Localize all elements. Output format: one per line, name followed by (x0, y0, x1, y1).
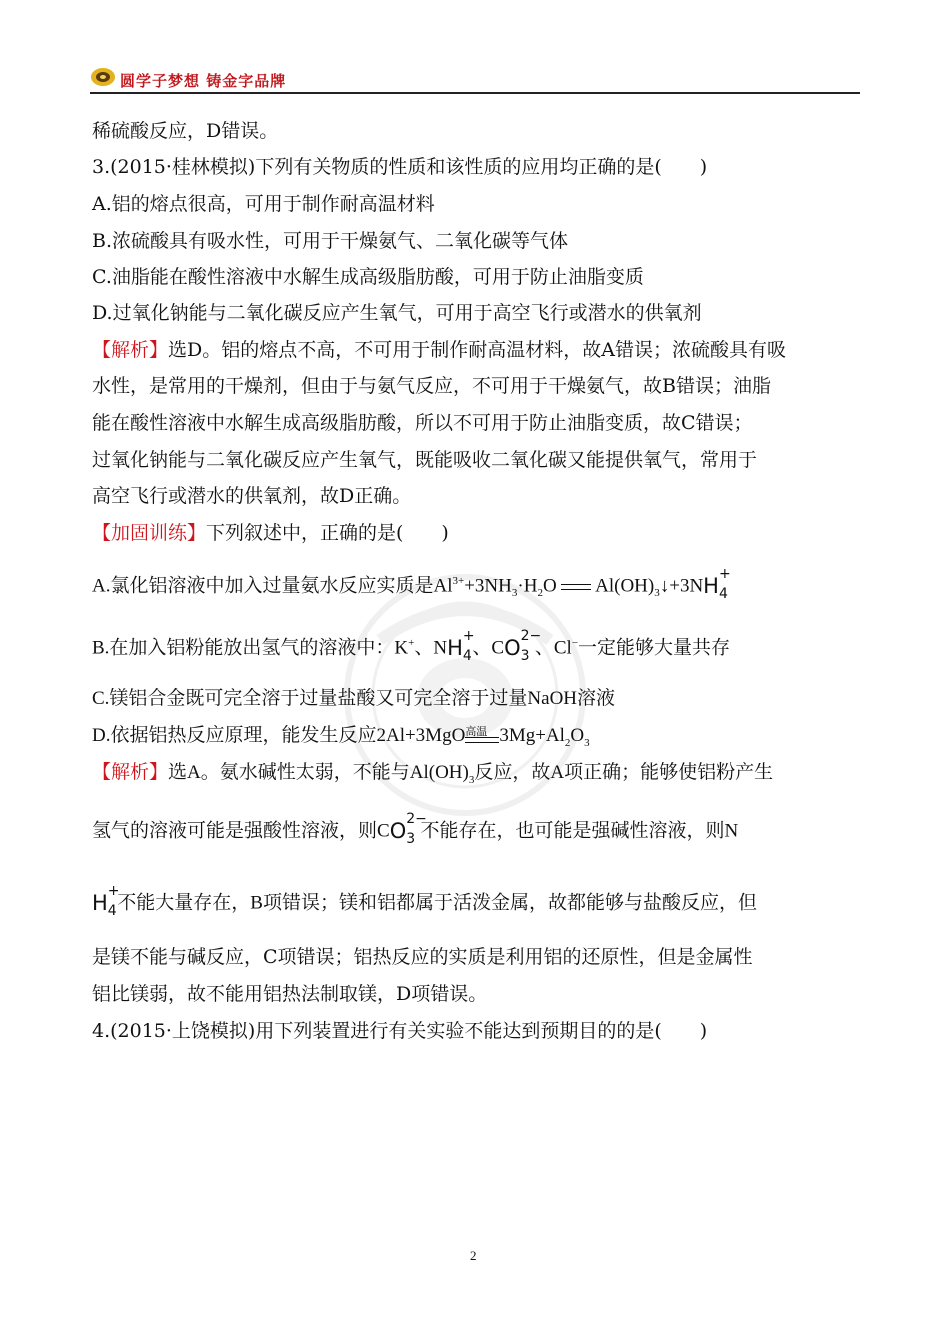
carbonate-ion: O 2− 3 (504, 627, 542, 664)
ammonium-ion: H + 4 (447, 627, 475, 664)
high-temp-condition: 高温 (465, 727, 499, 747)
q3-analysis-line-3: 能在酸性溶液中水解生成高级脂肪酸，所以不可用于防止油脂变质，故C错误； (92, 412, 753, 434)
rf-analysis-line-2: 氢气的溶液可能是强酸性溶液，则CO 2− 3 不能存在，也可能是强碱性溶液，则N (92, 811, 739, 847)
reinforcement-question: 【加固训练】下列叙述中，正确的是( ) (92, 522, 449, 544)
page-header (90, 62, 860, 96)
continued-text: 稀硫酸反应，D错误。 (92, 120, 279, 142)
analysis-tag: 【解析】 (92, 339, 169, 361)
reinforcement-tag: 【加固训练】 (92, 522, 207, 544)
q3-analysis-line-2: 水性，是常用的干燥剂，但由于与氨气反应，不可用于干燥氨气，故B错误；油脂 (92, 375, 771, 397)
q3-option-c: C.油脂能在酸性溶液中水解生成高级脂肪酸，可用于防止油脂变质 (92, 266, 644, 288)
rf-analysis-line-1: 【解析】选A。氨水碱性太弱，不能与$Al(OH)_3$反应，故A项正确；能够使铝粉产生 (92, 762, 774, 786)
header-rule (90, 92, 860, 94)
q3-option-d: D.过氧化钠能与二氧化碳反应产生氧气，可用于高空飞行或潜水的供氧剂 (92, 302, 702, 324)
q3-analysis-line-1: 【解析】选D。铝的熔点不高，不可用于制作耐高温材料，故A错误；浓硫酸具有吸 (92, 339, 786, 361)
rf-analysis-line-4: 是镁不能与碱反应，C项错误；铝热反应的实质是利用铝的还原性，但是金属性 (92, 946, 753, 968)
rf-option-a: A.氯化铝溶液中加入过量氨水反应实质是$Al^{3+}+3NH_3\cdot H_2O$ $Al(OH)_3↓+3NH$ + 4 (92, 565, 731, 602)
rf-option-c: C.镁铝合金既可完全溶于过量盐酸又可完全溶于过量NaOH溶液 (92, 688, 616, 709)
header-slogan: 圆学子梦想 铸金字品牌 (120, 72, 287, 90)
rf-option-b: B.在加入铝粉能放出氢气的溶液中：K+、NH + 4 、CO 2− 3 、Cl−一定能够大量共存 (92, 627, 731, 664)
q3-option-b: B.浓硫酸具有吸水性，可用于干燥氨气、二氧化碳等气体 (92, 230, 569, 252)
rf-option-d: D.依据铝热反应原理，能发生反应2Al+3MgO 高温 $3Mg+Al_2O_3$ (92, 725, 590, 749)
q3-option-a: A.铝的熔点很高，可用于制作耐高温材料 (92, 193, 435, 215)
q3-analysis-line-4: 过氧化钠能与二氧化碳反应产生氧气，既能吸收二氧化碳又能提供氧气，常用于 (92, 449, 758, 471)
logo-icon (90, 66, 116, 88)
carbonate-ion: O 2− 3 (389, 811, 427, 847)
ammonium-ion: H + 4 (92, 883, 120, 919)
question-3: 3.(2015·桂林模拟)下列有关物质的性质和该性质的应用均正确的是( ) (92, 156, 708, 178)
rf-analysis-line-5: 铝比镁弱，故不能用铝热法制取镁，D项错误。 (92, 983, 488, 1005)
question-4: 4.(2015·上饶模拟)用下列装置进行有关实验不能达到预期目的的是( ) (92, 1020, 708, 1042)
rf-analysis-line-3: H + 4 不能大量存在，B项错误；镁和铝都属于活泼金属，故都能够与盐酸反应，但 (92, 883, 757, 919)
q3-analysis-line-5: 高空飞行或潜水的供氧剂，故D正确。 (92, 485, 412, 507)
page-number: 2 (470, 1248, 477, 1263)
analysis-tag: 【解析】 (92, 762, 169, 783)
ammonium-ion: H + 4 (703, 565, 731, 602)
equals-sign (561, 584, 591, 590)
